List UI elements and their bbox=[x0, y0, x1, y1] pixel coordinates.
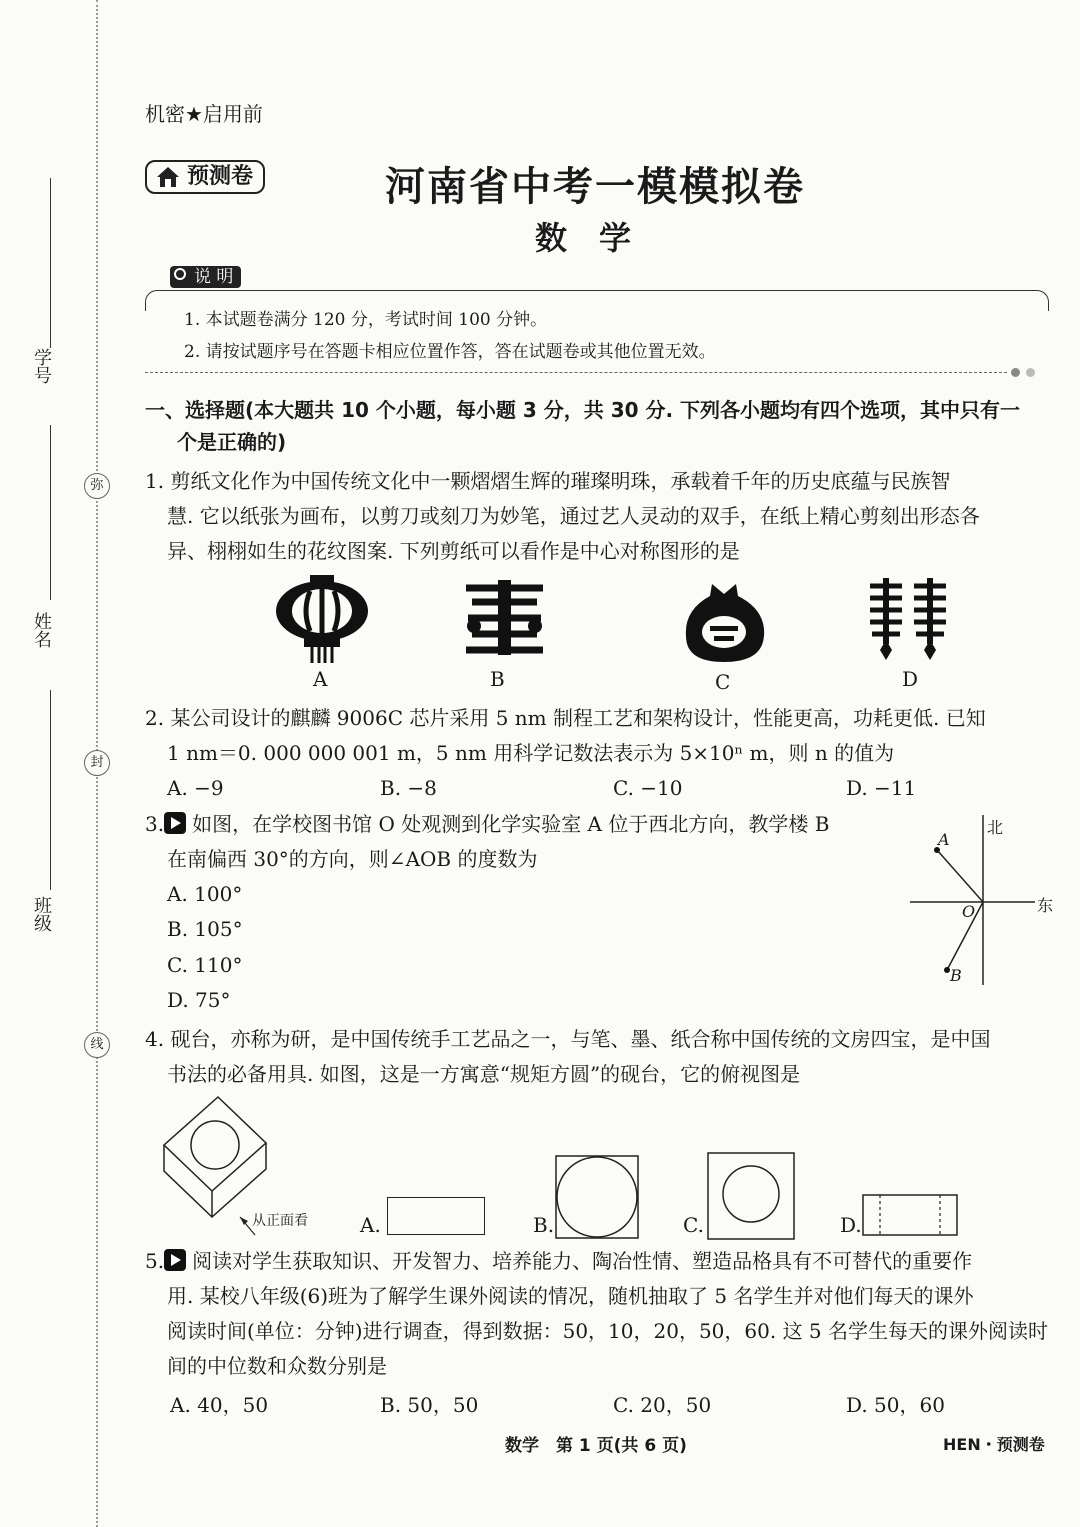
q3-text-line bbox=[145, 807, 829, 842]
section-heading: 一、选择题(本大题共 10 个小题，每小题 3 分，共 30 分. 下列各小题均有四个选项，其中只有一 bbox=[145, 398, 1021, 422]
page-number: 数学 第 1 页(共 6 页) bbox=[505, 1436, 687, 1456]
q5-option: B. 50，50 bbox=[380, 1393, 479, 1417]
q5-option: A. 40，50 bbox=[170, 1393, 269, 1417]
field-name: 姓名 bbox=[31, 612, 52, 648]
q5-number: 5. bbox=[145, 1249, 165, 1273]
q3-option: D. 75° bbox=[167, 988, 231, 1012]
q1-text-line: 慧. 它以纸张为画布，以剪刀或刻刀为妙笔，通过艺人灵动的双手，在纸上精心剪刻出形态各 bbox=[167, 504, 980, 528]
q4-front-view-label: 从正面看 bbox=[252, 1213, 308, 1229]
q2-option: A. −9 bbox=[167, 776, 224, 800]
q3-number: 3. bbox=[145, 812, 165, 836]
subject-title: 数 学 bbox=[535, 219, 632, 257]
q3-option: A. 100° bbox=[167, 882, 243, 906]
q5-option: C. 20，50 bbox=[613, 1393, 712, 1417]
q3-fig-north: 北 bbox=[987, 818, 1004, 837]
badge-text: 预测卷 bbox=[187, 164, 254, 189]
q4-option-label: B. bbox=[533, 1213, 555, 1237]
field-student-id: 学号 bbox=[31, 348, 52, 384]
q3-fig-point-a: A bbox=[938, 830, 950, 849]
q4-text-line: 4. 砚台，亦称为研，是中国传统手工艺品之一，与笔、墨、纸合称中国传统的文房四宝，是中国 bbox=[145, 1027, 991, 1051]
note-item: 1. 本试题卷满分 120 分，考试时间 100 分钟。 bbox=[184, 310, 548, 330]
q4-option-label: A. bbox=[360, 1213, 381, 1237]
seal-xian: 线 bbox=[84, 1032, 110, 1058]
paper-code: HEN・预测卷 bbox=[943, 1435, 1045, 1454]
video-play-icon[interactable] bbox=[164, 812, 186, 834]
q2-text-line: 1 nm＝0. 000 000 001 m，5 nm 用科学记数法表示为 5×10ⁿ m，则 n 的值为 bbox=[167, 741, 895, 765]
section-heading-cont: 个是正确的) bbox=[177, 430, 287, 454]
q4-option-d-figure bbox=[862, 1194, 958, 1236]
q5-text-line bbox=[145, 1244, 972, 1279]
house-icon bbox=[155, 165, 181, 189]
name-field-line-3 bbox=[50, 690, 51, 890]
q4-option-label: D. bbox=[840, 1213, 862, 1237]
q1-option-label: D bbox=[902, 667, 919, 691]
name-field-line-1 bbox=[50, 178, 51, 348]
q1-papercut-lantern bbox=[272, 575, 372, 665]
seal-mi: 弥 bbox=[84, 473, 110, 499]
divider-dot bbox=[1011, 368, 1020, 377]
q3-text: 如图，在学校图书馆 O 处观测到化学实验室 A 位于西北方向，教学楼 B bbox=[192, 812, 830, 836]
notes-label bbox=[170, 266, 241, 288]
q5-text: 阅读对学生获取知识、开发智力、培养能力、陶冶性情、塑造品格具有不可替代的重要作 bbox=[192, 1249, 973, 1273]
exam-title: 河南省中考一模模拟卷 bbox=[385, 164, 805, 210]
q3-fig-east: 东 bbox=[1037, 896, 1054, 915]
q3-option: C. 110° bbox=[167, 953, 243, 977]
q4-option-a-rect bbox=[387, 1197, 485, 1235]
divider-dot bbox=[1026, 368, 1035, 377]
q3-text-line: 在南偏西 30°的方向，则∠AOB 的度数为 bbox=[167, 847, 538, 871]
q1-papercut-trees bbox=[866, 578, 950, 663]
prediction-badge bbox=[145, 160, 265, 194]
q3-compass-figure bbox=[905, 810, 1055, 990]
note-item: 2. 请按试题序号在答题卡相应位置作答，答在试题卷或其他位置无效。 bbox=[184, 342, 716, 362]
q2-option: B. −8 bbox=[380, 776, 437, 800]
q4-option-b-figure bbox=[555, 1155, 639, 1239]
confidential-label: 机密★启用前 bbox=[145, 102, 263, 126]
name-field-line-2 bbox=[50, 425, 51, 600]
q3-option: B. 105° bbox=[167, 917, 243, 941]
seal-feng: 封 bbox=[84, 750, 110, 776]
q1-text-line: 1. 剪纸文化作为中国传统文化中一颗熠熠生辉的璀璨明珠，承载着千年的历史底蕴与民族智 bbox=[145, 469, 951, 493]
q2-option: D. −11 bbox=[846, 776, 917, 800]
notes-label-text: 说 明 bbox=[194, 267, 234, 287]
q1-text-line: 异、栩栩如生的花纹图案. 下列剪纸可以看作是中心对称图形的是 bbox=[167, 539, 740, 563]
video-play-icon[interactable] bbox=[164, 1249, 186, 1271]
field-class: 班级 bbox=[31, 896, 52, 932]
q1-option-label: B bbox=[490, 667, 505, 691]
q4-option-label: C. bbox=[683, 1213, 704, 1237]
q4-option-c-figure bbox=[707, 1152, 795, 1240]
q5-text-line: 用. 某校八年级(6)班为了解学生课外阅读的情况，随机抽取了 5 名学生并对他们每天的课外 bbox=[167, 1284, 974, 1308]
magnifier-icon bbox=[174, 268, 186, 280]
q1-option-label: C bbox=[715, 670, 731, 694]
q2-option: C. −10 bbox=[613, 776, 683, 800]
q1-papercut-bag bbox=[682, 580, 767, 665]
q5-text-line: 间的中位数和众数分别是 bbox=[167, 1354, 387, 1378]
q1-papercut-pattern-b bbox=[462, 580, 547, 655]
q5-option: D. 50，60 bbox=[846, 1393, 945, 1417]
notes-divider bbox=[145, 372, 1007, 373]
q1-option-label: A bbox=[313, 667, 328, 691]
q2-text-line: 2. 某公司设计的麒麟 9006C 芯片采用 5 nm 制程工艺和架构设计，性能更高，功耗更低. 已知 bbox=[145, 706, 986, 730]
q3-fig-point-o: O bbox=[962, 902, 976, 921]
q5-text-line: 阅读时间(单位：分钟)进行调查，得到数据：50，10，20，50，60. 这 5 名学生每天的课外阅读时 bbox=[167, 1319, 1049, 1343]
q4-text-line: 书法的必备用具. 如图，这是一方寓意“规矩方圆”的砚台，它的俯视图是 bbox=[167, 1062, 801, 1086]
q3-fig-point-b: B bbox=[950, 966, 962, 985]
